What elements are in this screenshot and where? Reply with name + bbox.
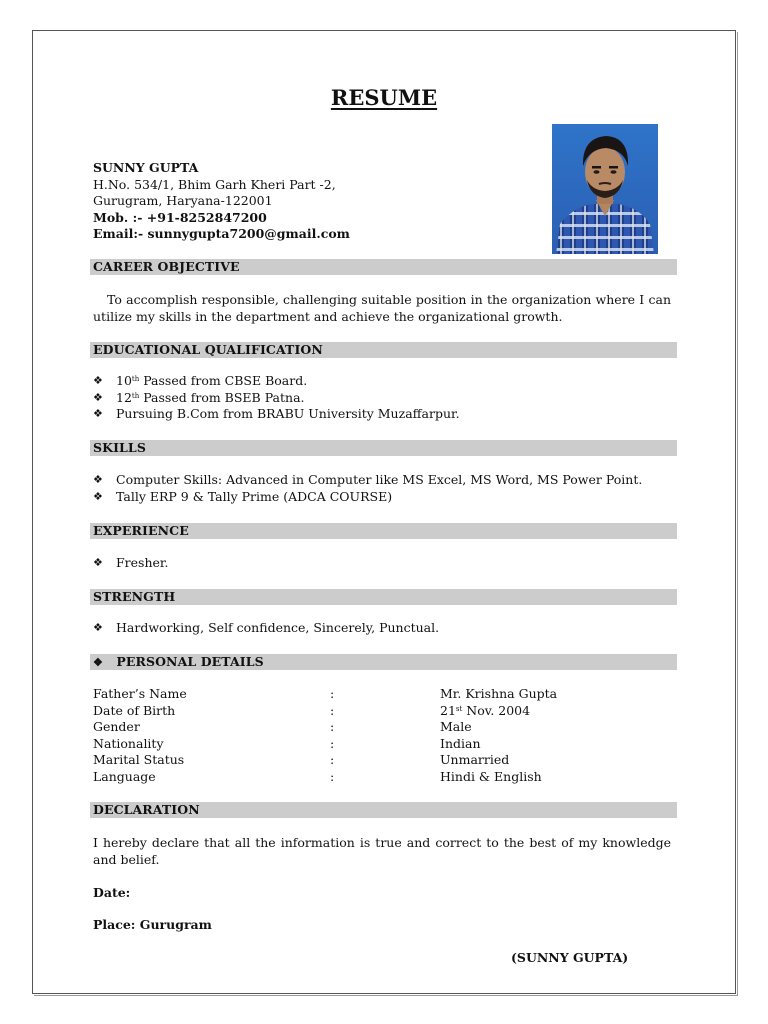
career-objective-heading: CAREER OBJECTIVE xyxy=(90,259,677,275)
personal-details-table xyxy=(93,686,673,785)
list-item: ❖ Hardworking, Self confidence, Sincerely, Punctual. xyxy=(93,620,440,635)
resume-title: RESUME xyxy=(330,85,438,110)
list-item: ❖ 10th Passed from CBSE Board. xyxy=(93,373,308,388)
personal-details-heading: ❖ PERSONAL DETAILS xyxy=(90,654,677,670)
list-item: ❖ Tally ERP 9 & Tally Prime (ADCA COURSE) xyxy=(93,488,393,504)
declaration-heading: DECLARATION xyxy=(90,802,677,818)
table-row: Marital Status : Unmarried xyxy=(93,752,510,767)
list-item: ❖ Computer Skills: Advanced in Computer like MS Excel, MS Word, MS Power Point. xyxy=(93,472,643,487)
experience-heading: EXPERIENCE xyxy=(90,523,677,539)
mobile-number: Mob. :- +91-8252847200 xyxy=(93,209,267,225)
list-item: ❖ Pursuing B.Com from BRABU University Muzaffarpur. xyxy=(93,406,460,421)
diamond-bullet-icon: ❖ xyxy=(93,621,103,634)
list-item: ❖ Fresher. xyxy=(93,555,169,570)
career-objective-text: To accomplish responsible, challenging suitable position in the organization where I can utilize my skills in the department and achieve the organizational growth. xyxy=(93,292,671,324)
list-item: ❖ 12th Passed from BSEB Patna. xyxy=(93,389,305,405)
diamond-bullet-icon: ❖ xyxy=(93,656,103,669)
date-label: Date: xyxy=(93,885,131,900)
table-row: Date of Birth : 21st Nov. 2004 xyxy=(93,702,531,718)
education-heading: EDUCATIONAL QUALIFICATION xyxy=(90,342,677,358)
diamond-bullet-icon: ❖ xyxy=(93,407,103,420)
contact-block xyxy=(93,160,350,243)
experience-list xyxy=(93,555,168,572)
declaration-text: I hereby declare that all the information is true and correct to the best of my knowledge and belief. xyxy=(93,835,671,867)
profile-photo xyxy=(552,124,658,254)
diamond-bullet-icon: ❖ xyxy=(93,374,103,387)
education-list xyxy=(93,373,460,423)
diamond-bullet-icon: ❖ xyxy=(93,390,103,404)
diamond-bullet-icon: ❖ xyxy=(93,473,103,486)
address-line-1: H.No. 534/1, Bhim Garh Kheri Part -2, xyxy=(93,176,336,192)
skills-heading: SKILLS xyxy=(90,440,677,456)
diamond-bullet-icon: ❖ xyxy=(93,489,103,503)
table-row: Nationality : Indian xyxy=(93,735,481,751)
strength-list xyxy=(93,620,439,637)
address-line-2: Gurugram, Haryana-122001 xyxy=(93,193,273,208)
table-row: Gender : Male xyxy=(93,719,472,734)
email-address: Email:- sunnygupta7200@gmail.com xyxy=(93,226,350,241)
place-label: Place: Gurugram xyxy=(93,917,212,932)
table-row: Language : Hindi & English xyxy=(93,768,542,784)
skills-list xyxy=(93,472,642,505)
candidate-name: SUNNY GUPTA xyxy=(93,160,199,175)
table-row: Father’s Name : Mr. Krishna Gupta xyxy=(93,686,558,701)
signature: (SUNNY GUPTA) xyxy=(511,950,629,965)
strength-heading: STRENGTH xyxy=(90,589,677,605)
diamond-bullet-icon: ❖ xyxy=(93,556,103,569)
